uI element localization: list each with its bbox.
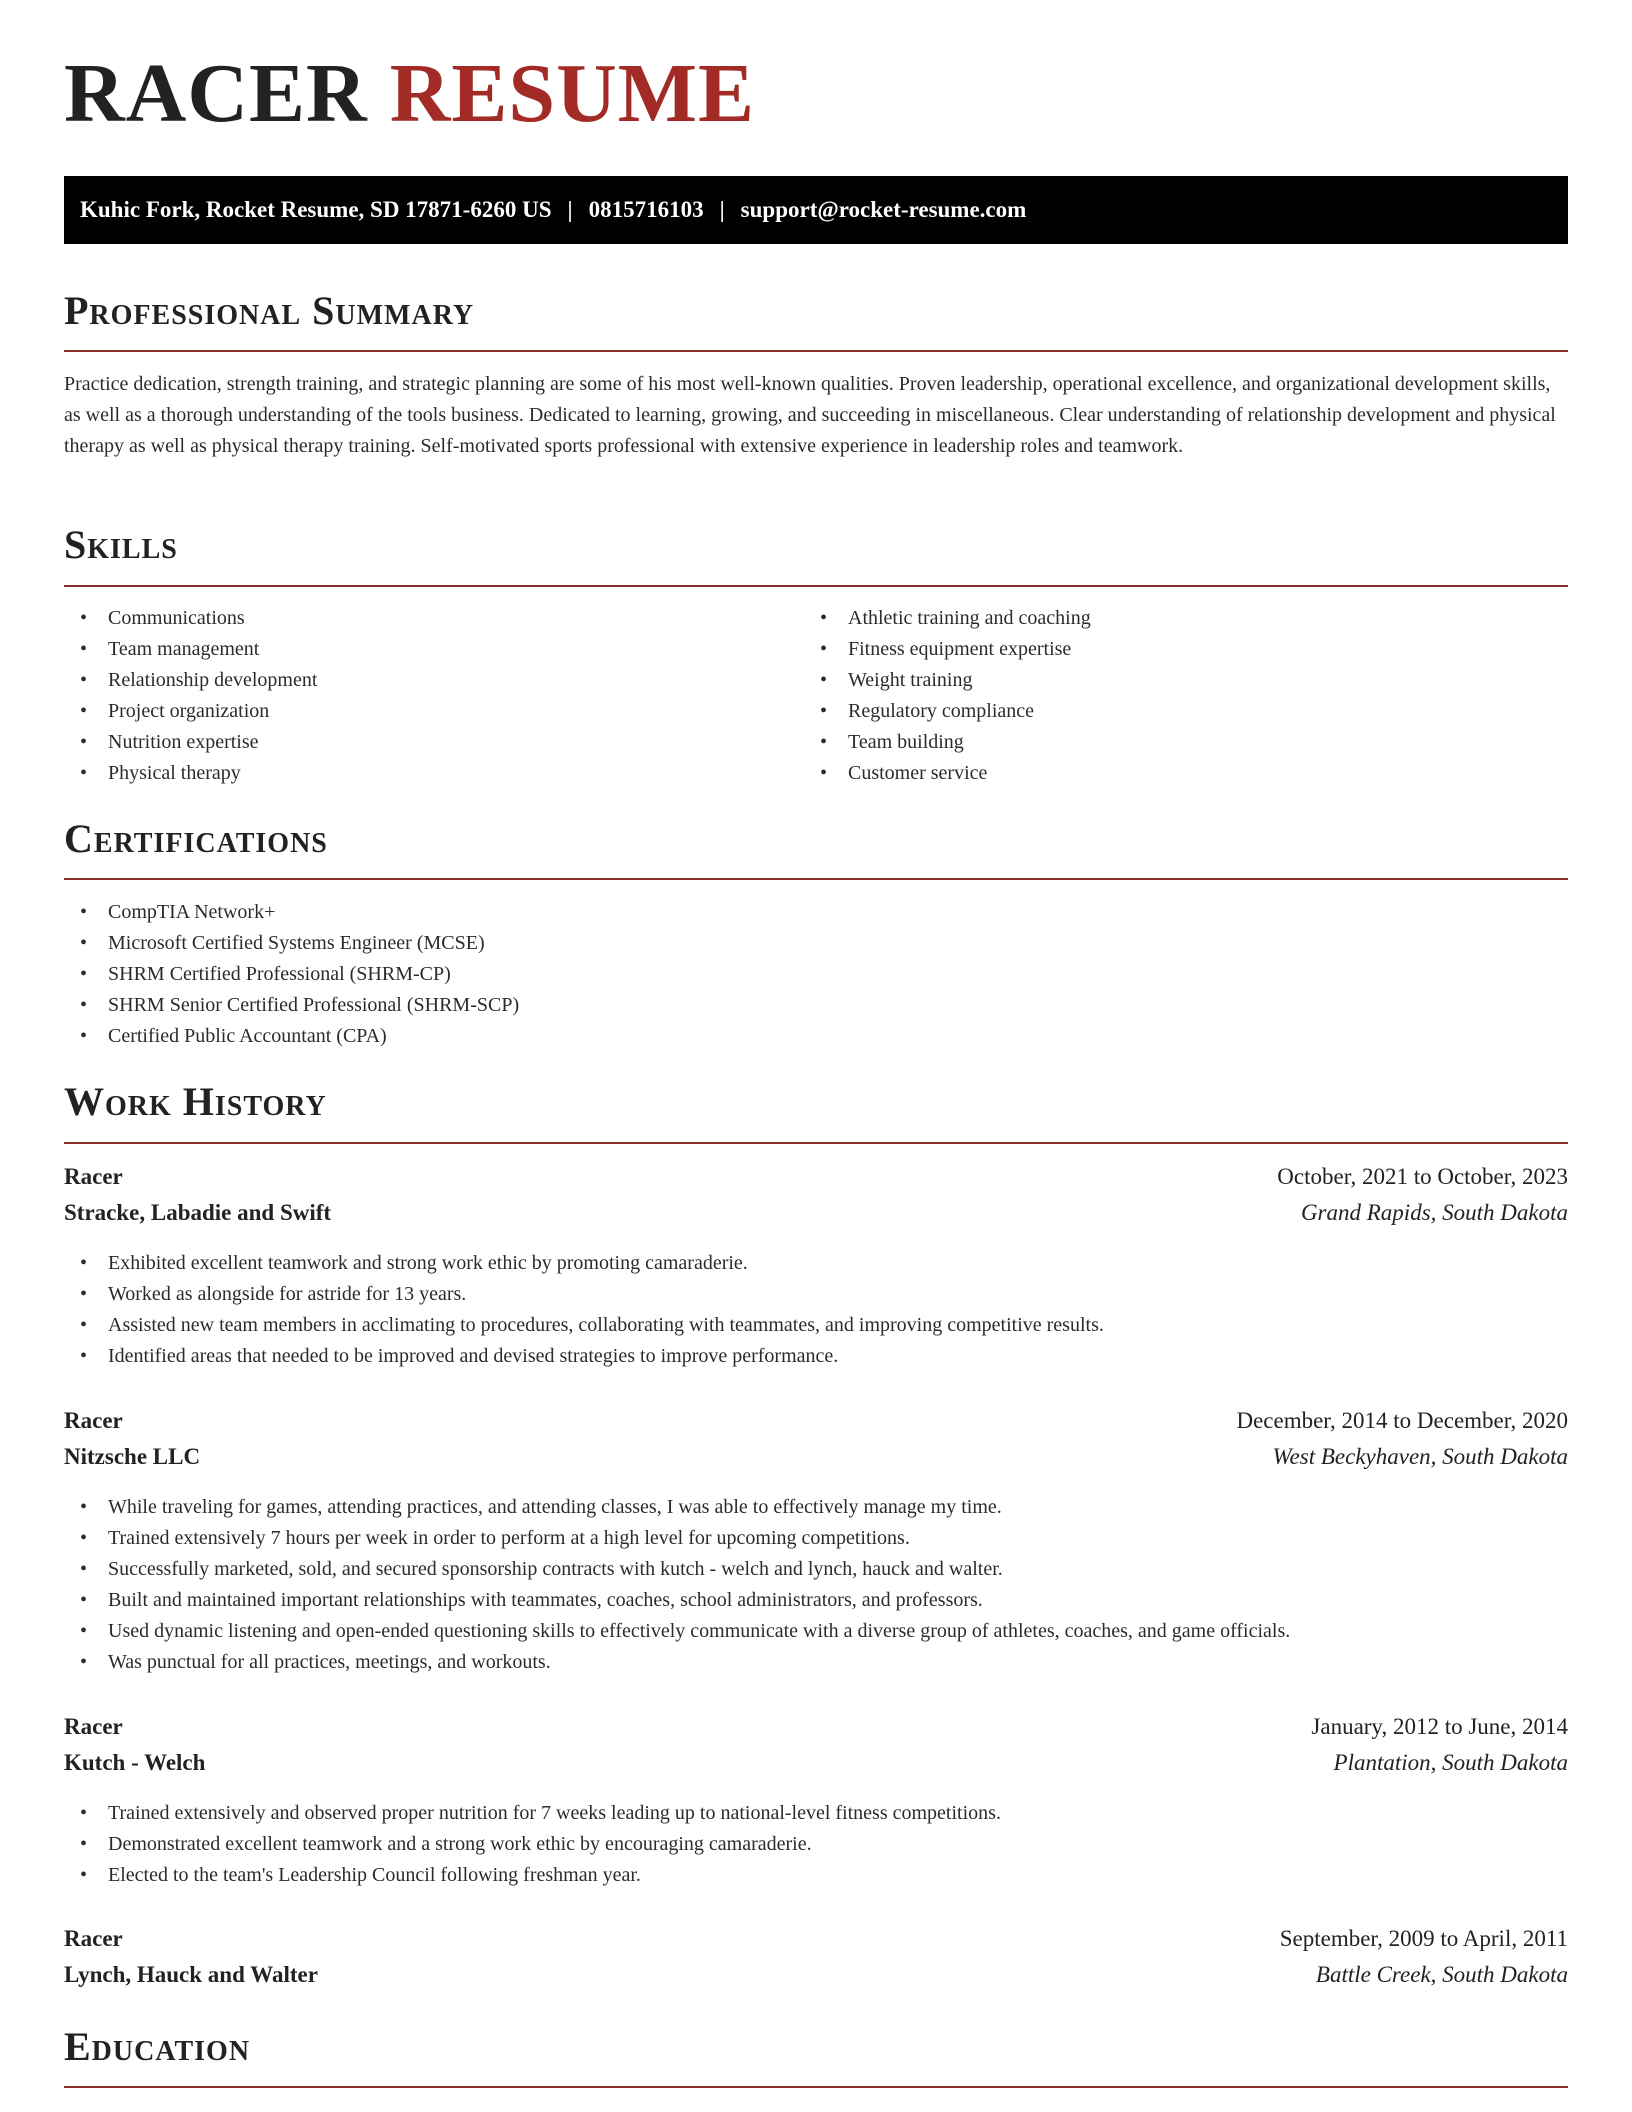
job-company: Stracke, Labadie and Swift: [64, 1200, 332, 1225]
contact-phone: 0815716103: [588, 197, 704, 222]
skills-list-right: [804, 603, 1091, 789]
job-bullet: • Successfully marketed, sold, and secured sponsorship contracts with kutch - welch and lynch, hauck and walter.: [64, 1554, 1568, 1585]
job-company: Lynch, Hauck and Walter: [64, 1962, 318, 1987]
job-bullet: • Trained extensively 7 hours per week in order to perform at a high level for upcoming competitions.: [64, 1523, 1568, 1554]
job-bullet: • While traveling for games, attending practices, and attending classes, I was able to effectively manage my time.: [64, 1492, 1568, 1523]
skills-heading: Skills: [64, 522, 178, 567]
job-entry: [64, 1926, 1568, 1998]
skills-list-left: [64, 603, 317, 789]
contact-separator: |: [719, 197, 725, 222]
certifications-heading: Certifications: [64, 816, 328, 861]
skill-item: • Weight training: [804, 665, 1091, 696]
skill-item: • Regulatory compliance: [804, 696, 1091, 727]
work-history-heading: Work History: [64, 1079, 327, 1124]
section-divider: [64, 585, 1568, 587]
job-bullets: [64, 1248, 1568, 1372]
skill-item: • Communications: [64, 603, 317, 634]
skill-item: • Nutrition expertise: [64, 727, 317, 758]
skill-item: • Team management: [64, 634, 317, 665]
job-bullet: • Worked as alongside for astride for 13 years.: [64, 1279, 1568, 1310]
certification-item: • SHRM Certified Professional (SHRM-CP): [64, 959, 519, 990]
skill-item: • Athletic training and coaching: [804, 603, 1091, 634]
name-last: RESUME: [389, 47, 756, 140]
job-title: Racer: [64, 1926, 123, 1951]
contact-email: support@rocket-resume.com: [740, 197, 1027, 222]
section-divider: [64, 878, 1568, 880]
certification-item: • Microsoft Certified Systems Engineer (MCSE): [64, 928, 519, 959]
skill-item: • Physical therapy: [64, 758, 317, 789]
summary-heading: Professional Summary: [64, 288, 475, 333]
job-title: Racer: [64, 1714, 123, 1739]
contact-separator: |: [567, 197, 573, 222]
job-title: Racer: [64, 1164, 123, 1189]
job-dates: September, 2009 to April, 2011: [1279, 1926, 1568, 1951]
job-entry: [64, 1164, 1568, 1372]
job-title: Racer: [64, 1408, 123, 1433]
job-bullets: [64, 1492, 1568, 1678]
skill-item: • Project organization: [64, 696, 317, 727]
skill-item: • Fitness equipment expertise: [804, 634, 1091, 665]
job-bullet: • Identified areas that needed to be improved and devised strategies to improve performance.: [64, 1341, 1568, 1372]
job-entry: [64, 1714, 1568, 1891]
certification-item: • CompTIA Network+: [64, 897, 519, 928]
job-bullet: • Was punctual for all practices, meetings, and workouts.: [64, 1647, 1568, 1678]
job-dates: October, 2021 to October, 2023: [1277, 1164, 1568, 1189]
job-bullet: • Built and maintained important relationships with teammates, coaches, school administrators, and professors.: [64, 1585, 1568, 1616]
education-heading: Education: [64, 2024, 251, 2069]
certification-item: • SHRM Senior Certified Professional (SHRM-SCP): [64, 990, 519, 1021]
job-dates: December, 2014 to December, 2020: [1236, 1408, 1568, 1433]
job-entry: [64, 1408, 1568, 1678]
job-location: West Beckyhaven, South Dakota: [1272, 1444, 1568, 1469]
certifications-list: [64, 897, 519, 1052]
summary-text: Practice dedication, strength training, and strategic planning are some of his most well-known qualities. Proven leadership, operational excellence, and organizational development skills, as well as a thorough understanding of the tools business. Dedicated to learning, growing, and succeeding in miscellaneous. Clear understanding of relationship development and physical therapy as well as physical therapy training. Self-motivated sports professional with extensive experience in leadership roles and teamwork.: [64, 373, 1556, 457]
job-location: Plantation, South Dakota: [1333, 1750, 1568, 1775]
job-company: Kutch - Welch: [64, 1750, 206, 1775]
section-divider: [64, 350, 1568, 352]
skill-item: • Relationship development: [64, 665, 317, 696]
job-location: Grand Rapids, South Dakota: [1300, 1200, 1568, 1225]
contact-address: Kuhic Fork, Rocket Resume, SD 17871-6260 US: [80, 197, 552, 222]
job-bullet: • Exhibited excellent teamwork and strong work ethic by promoting camaraderie.: [64, 1248, 1568, 1279]
skill-item: • Team building: [804, 727, 1091, 758]
job-bullet: • Elected to the team's Leadership Council following freshman year.: [64, 1860, 1568, 1891]
job-bullets: [64, 1798, 1568, 1891]
name-first: RACER: [64, 47, 368, 140]
resume-name: [64, 47, 756, 140]
section-divider: [64, 2086, 1568, 2088]
contact-bar: [64, 176, 1568, 244]
skill-item: • Customer service: [804, 758, 1091, 789]
job-location: Battle Creek, South Dakota: [1315, 1962, 1568, 1987]
certification-item: • Certified Public Accountant (CPA): [64, 1021, 519, 1052]
job-bullet: • Used dynamic listening and open-ended questioning skills to effectively communicate with a diverse group of athletes, coaches, and game officials.: [64, 1616, 1568, 1647]
job-dates: January, 2012 to June, 2014: [1311, 1714, 1568, 1739]
job-company: Nitzsche LLC: [64, 1444, 201, 1469]
section-divider: [64, 1142, 1568, 1144]
job-bullet: • Assisted new team members in acclimating to procedures, collaborating with teammates, and improving competitive results.: [64, 1310, 1568, 1341]
job-bullet: • Demonstrated excellent teamwork and a strong work ethic by encouraging camaraderie.: [64, 1829, 1568, 1860]
job-bullet: • Trained extensively and observed proper nutrition for 7 weeks leading up to national-level fitness competitions.: [64, 1798, 1568, 1829]
